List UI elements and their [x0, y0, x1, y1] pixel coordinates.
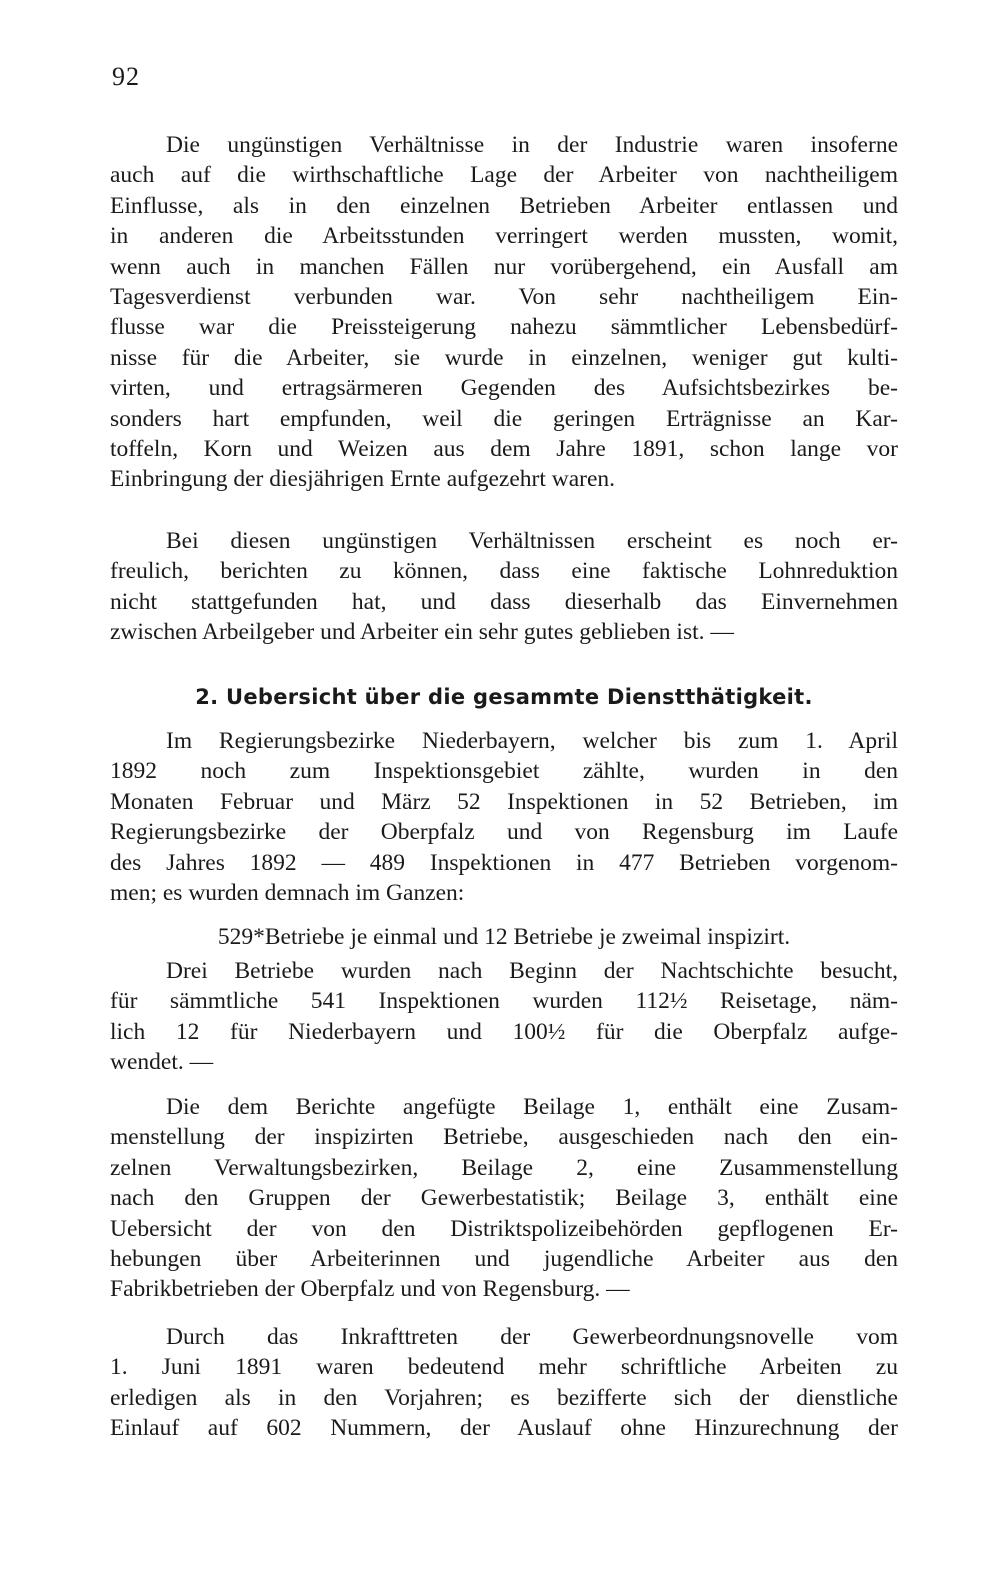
- text-line: 529*Betriebe je einmal und 12 Betriebe je zweimal inspizirt.: [217, 924, 791, 950]
- text-line: men; es wurden demnach im Ganzen:: [110, 880, 465, 907]
- text-line: lich 12 für Niederbayern und 100½ für die Oberpfalz aufge-: [110, 1018, 898, 1045]
- text-line: Uebersicht der von den Distriktspolizeibehörden gepflogenen Er-: [110, 1215, 898, 1242]
- text-line: Einbringung der diesjährigen Ernte aufgezehrt waren.: [110, 466, 616, 493]
- text-line: nisse für die Arbeiter, sie wurde in einzelnen, weniger gut kulti-: [110, 344, 898, 371]
- page-number: 92: [112, 62, 140, 91]
- text-line: Regierungsbezirke der Oberpfalz und von Regensburg im Laufe: [110, 819, 898, 846]
- text-line: Tagesverdienst verbunden war. Von sehr nachtheiligem Ein-: [110, 284, 898, 311]
- text-line: freulich, berichten zu können, dass eine faktische Lohnreduktion: [110, 558, 898, 585]
- text-line: menstellung der inspizirten Betriebe, ausgeschieden nach den ein-: [110, 1124, 898, 1151]
- text-line: Die ungünstigen Verhältnisse in der Industrie waren insoferne: [166, 132, 898, 158]
- text-line: sonders hart empfunden, weil die geringen Erträgnisse an Kar-: [110, 405, 898, 432]
- text-line: zwischen Arbeilgeber und Arbeiter ein sehr gutes geblieben ist. —: [110, 619, 734, 646]
- paragraph-3: [110, 726, 898, 908]
- text-line: Einlauf auf 602 Nummern, der Auslauf ohne Hinzurechnung der: [110, 1415, 898, 1442]
- text-line: flusse war die Preissteigerung nahezu sämmtlicher Lebensbedürf-: [110, 314, 898, 341]
- text-line: nach den Gruppen der Gewerbestatistik; Beilage 3, enthält eine: [110, 1185, 898, 1212]
- text-line: toffeln, Korn und Weizen aus dem Jahre 1891, schon lange vor: [110, 436, 898, 463]
- paragraph-1: [110, 130, 898, 495]
- paragraph-2: [110, 526, 898, 648]
- text-line: Im Regierungsbezirke Niederbayern, welcher bis zum 1. April: [166, 728, 898, 754]
- text-line: virten, und ertragsärmeren Gegenden des Aufsichtsbezirkes be-: [110, 375, 898, 402]
- text-line: des Jahres 1892 — 489 Inspektionen in 477 Betrieben vorgenom-: [110, 849, 898, 876]
- text-line: Drei Betriebe wurden nach Beginn der Nachtschichte besucht,: [166, 958, 898, 984]
- inspection-summary-line: [110, 922, 898, 952]
- paragraph-6: [110, 1322, 898, 1444]
- text-line: für sämmtliche 541 Inspektionen wurden 112½ Reisetage, näm-: [110, 988, 898, 1015]
- section-heading: 2. Uebersicht über die gesammte Dienstthätigkeit.: [195, 685, 813, 709]
- text-line: Einflusse, als in den einzelnen Betrieben Arbeiter entlassen und: [110, 192, 898, 219]
- text-line: Bei diesen ungünstigen Verhältnissen erscheint es noch er-: [166, 528, 898, 554]
- text-line: nicht stattgefunden hat, und dass dieserhalb das Einvernehmen: [110, 588, 898, 615]
- paragraph-4: [110, 956, 898, 1078]
- text-line: zelnen Verwaltungsbezirken, Beilage 2, eine Zusammenstellung: [110, 1154, 898, 1181]
- text-line: 1892 noch zum Inspektionsgebiet zählte, wurden in den: [110, 758, 898, 785]
- text-line: Fabrikbetrieben der Oberpfalz und von Regensburg. —: [110, 1276, 630, 1303]
- text-line: wendet. —: [110, 1049, 214, 1076]
- text-line: Durch das Inkrafttreten der Gewerbeordnungsnovelle vom: [166, 1324, 898, 1350]
- text-line: wenn auch in manchen Fällen nur vorübergehend, ein Ausfall am: [110, 253, 898, 280]
- paragraph-5: [110, 1092, 898, 1305]
- text-line: in anderen die Arbeitsstunden verringert werden mussten, womit,: [110, 223, 898, 250]
- text-line: hebungen über Arbeiterinnen und jugendliche Arbeiter aus den: [110, 1246, 898, 1273]
- text-line: Monaten Februar und März 52 Inspektionen in 52 Betrieben, im: [110, 788, 898, 815]
- text-line: erledigen als in den Vorjahren; es bezifferte sich der dienstliche: [110, 1384, 898, 1411]
- text-line: Die dem Berichte angefügte Beilage 1, enthält eine Zusam-: [166, 1094, 898, 1120]
- text-line: 1. Juni 1891 waren bedeutend mehr schriftliche Arbeiten zu: [110, 1354, 898, 1381]
- text-line: auch auf die wirthschaftliche Lage der Arbeiter von nachtheiligem: [110, 162, 898, 189]
